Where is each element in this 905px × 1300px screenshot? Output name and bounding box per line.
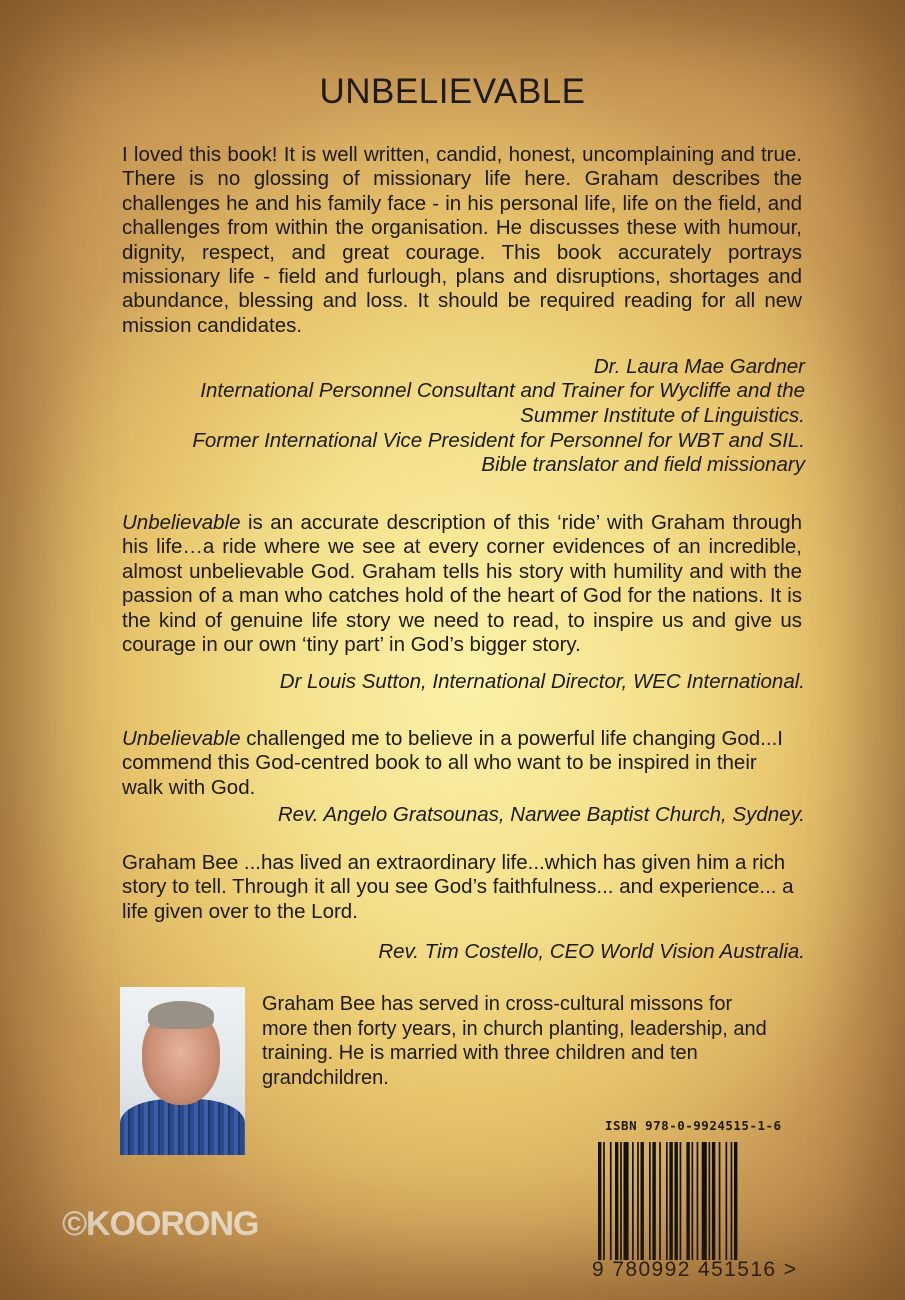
review-gratsounas-text (122, 727, 802, 800)
author-photo (120, 987, 245, 1155)
barcode-number: 9 780992 451516 > (592, 1258, 798, 1281)
review-gardner-role-2: Summer Institute of Linguistics. (520, 404, 805, 427)
review-gardner-role-4: Bible translator and field missionary (481, 453, 805, 476)
book-title-italic: Unbelievable (122, 727, 241, 750)
review-sutton-body: is an accurate description of this ‘ride’ with Graham through his life…a ride where we see at every corner evidences of an incredible, almost unbelievable God. Graham tells his story with humility and with the passion of a man who catches hold of the heart of God for the nations. It is the kind of genuine life story we need to read, to inspire us and give us courage in our own ‘tiny part’ in God’s bigger story. (122, 511, 802, 657)
book-title-italic: Unbelievable (122, 511, 241, 534)
barcode-icon (598, 1142, 768, 1260)
review-gratsounas-attribution: Rev. Angelo Gratsounas, Narwee Baptist Church, Sydney. (277, 803, 805, 826)
author-bio: Graham Bee has served in cross-cultural missons for more then forty years, in church planting, leadership, and training. He is married with three children and ten grandchildren. (262, 993, 767, 1089)
review-sutton-text (122, 511, 802, 657)
review-gardner-role-3: Former International Vice President for Personnel for WBT and SIL. (192, 429, 805, 452)
review-gardner-role-1: International Personnel Consultant and Trainer for Wycliffe and the (200, 379, 805, 402)
watermark-logo: ©KOORONG (62, 1205, 259, 1243)
book-title: UNBELIEVABLE (319, 72, 586, 111)
review-gratsounas-body: challenged me to believe in a powerful life changing God...I commend this God-centred book to all who want to be inspired in their walk with God. (122, 727, 783, 799)
review-costello-attribution: Rev. Tim Costello, CEO World Vision Australia. (378, 940, 805, 963)
review-costello-text: Graham Bee ...has lived an extraordinary life...which has given him a rich story to tell. Through it all you see God’s faithfulness... and experience... a life given over to the Lord. (122, 851, 794, 923)
review-sutton-attribution: Dr Louis Sutton, International Director, WEC International. (279, 670, 805, 693)
review-gardner-text: I loved this book! It is well written, candid, honest, uncomplaining and true. There is no glossing of missionary life here. Graham describes the challenges he and his family face - in his personal life, life on the field, and challenges from within the organisation. He discusses these with humour, dignity, respect, and great courage. This book accurately portrays missionary life - field and furlough, plans and disruptions, shortages and abundance, blessing and loss. It should be required reading for all new mission candidates. (122, 143, 802, 337)
review-gardner-name: Dr. Laura Mae Gardner (593, 355, 805, 378)
isbn-label: ISBN 978-0-9924515-1-6 (605, 1118, 782, 1133)
barcode-area (592, 1118, 798, 1286)
